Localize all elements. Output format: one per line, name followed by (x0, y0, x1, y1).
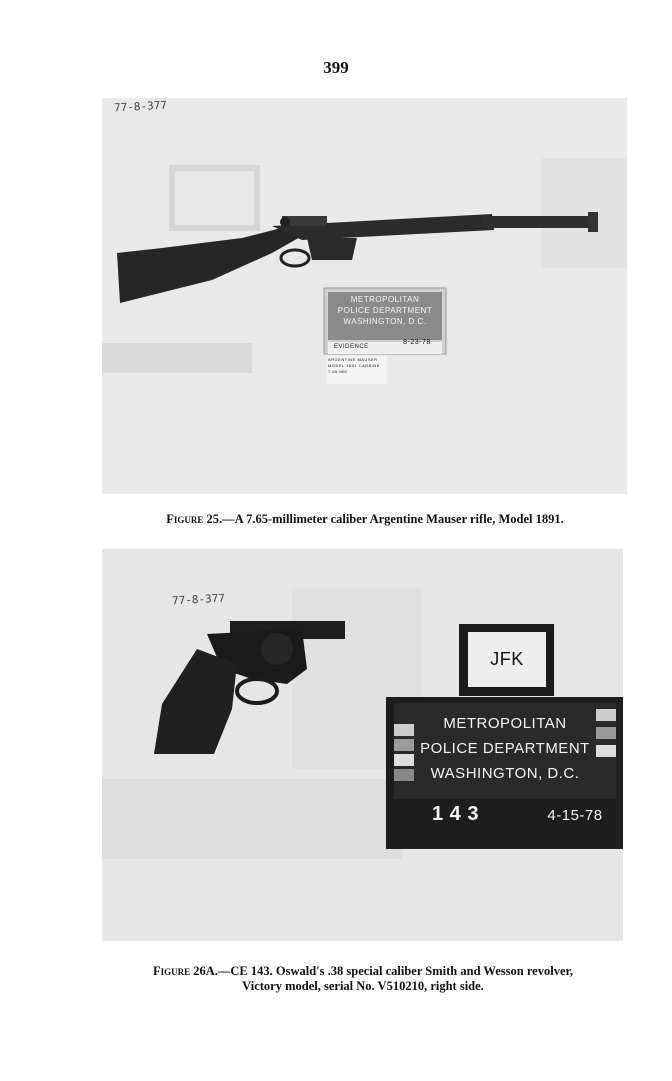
jfk-sign: JFK (490, 649, 524, 669)
figure-26a-photo (102, 549, 623, 941)
caption-text-line-2: Victory model, serial No. V510210, right side. (242, 979, 484, 993)
tag-line-1: METROPOLITAN (350, 295, 420, 304)
handwritten-mark: 77-8-377 (171, 591, 226, 608)
caption-label: Figure 26A. (152, 964, 218, 978)
figure-26a-caption (98, 964, 628, 994)
caption-text-line-1: —CE 143. Oswald's .38 special caliber Smith and Wesson revolver, (217, 964, 574, 978)
tag-line-3: WASHINGTON, D.C. (343, 317, 427, 326)
page-number: 399 (323, 58, 349, 77)
evidence-number: 1 4 3 (432, 803, 479, 825)
tag-note-3: 7.65 MM (328, 369, 348, 374)
board-line-1: METROPOLITAN (443, 715, 567, 732)
caption-text: —A 7.65-millimeter caliber Argentine Mauser rifle, Model 1891. (222, 512, 564, 526)
handwritten-mark: 77-8-377 (113, 98, 168, 115)
tag-note-2: MODEL 1891 CARBINE (328, 363, 380, 368)
evidence-label: EVIDENCE (334, 344, 369, 350)
figure-25-caption (0, 512, 672, 527)
board-line-3: WASHINGTON, D.C. (430, 765, 580, 782)
board-line-2: POLICE DEPARTMENT (420, 740, 590, 757)
tag-note-1: ARGENTINE MAUSER (328, 357, 378, 362)
tag-date: 8-23-78 (403, 339, 431, 346)
tag-line-2: POLICE DEPARTMENT (337, 306, 433, 315)
figure-25-photo (102, 98, 627, 494)
caption-label: Figure 25. (166, 512, 223, 526)
board-date: 4-15-78 (547, 807, 603, 824)
